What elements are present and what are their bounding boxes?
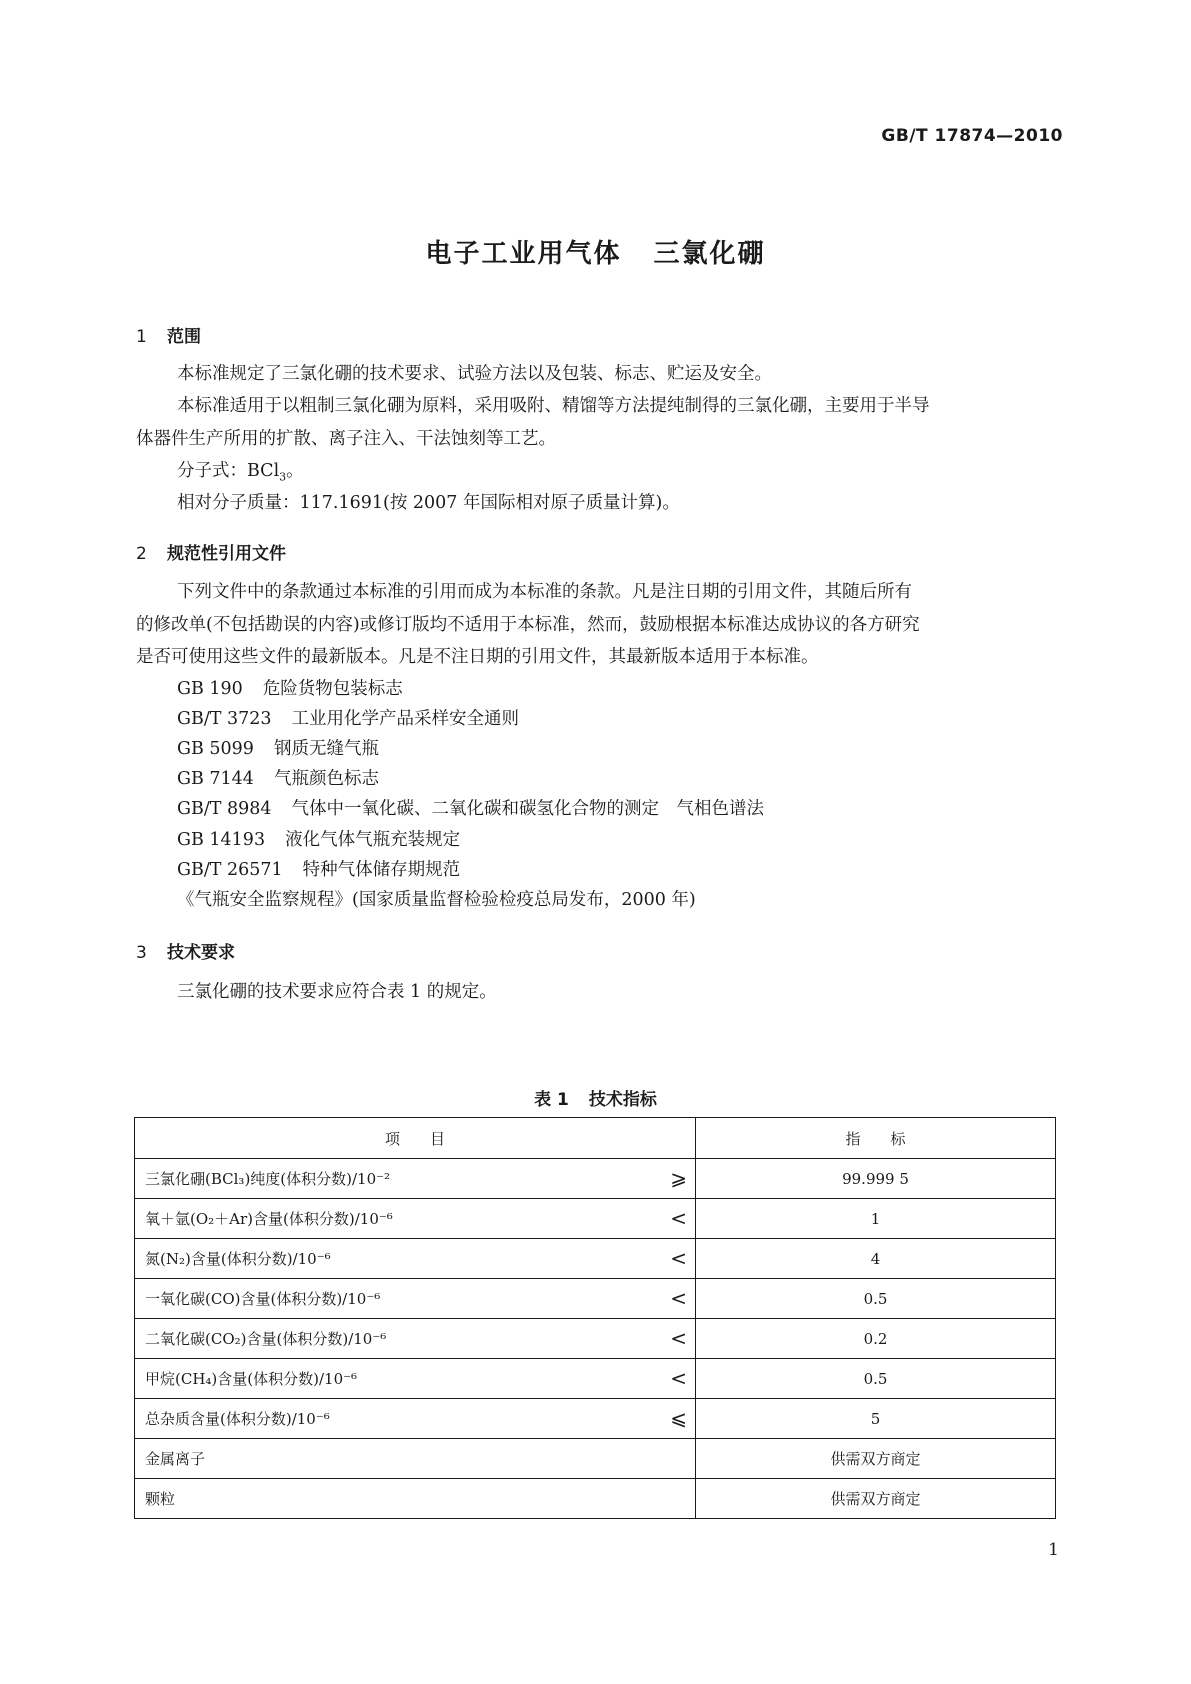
formula-suffix: 。: [286, 461, 304, 481]
paragraph-text: 本标准规定了三氯化硼的技术要求、试验方法以及包装、标志、贮运及安全。: [177, 364, 772, 384]
table-header-row: [135, 1118, 1056, 1159]
paragraph-line: 本标准适用于以粗制三氯化硼为原料，采用吸附、精馏等方法提纯制得的三氯化硼，主要用于半导: [177, 396, 930, 416]
reference-code: GB 5099: [177, 739, 254, 759]
column-header-value: 指 标: [696, 1118, 1056, 1159]
comparison-operator: ⩽: [670, 1406, 687, 1430]
section-2-heading: [136, 539, 286, 564]
comparison-operator: <: [670, 1206, 687, 1230]
reference-title: 液化气体气瓶充装规定: [285, 830, 461, 850]
paragraph-line: 的修改单(不包括勘误的内容)或修订版均不适用于本标准，然而，鼓励根据本标准达成协议的各方研究: [136, 614, 920, 635]
reference-code: GB/T 26571: [177, 860, 283, 880]
value-cell: 4: [696, 1239, 1056, 1279]
item-text: 总杂质含量(体积分数)/10⁻⁶: [145, 1410, 330, 1428]
reference-item: [177, 765, 379, 790]
reference-item: [177, 675, 403, 700]
reference-item: [177, 826, 460, 851]
technical-specs-table: [134, 1117, 1056, 1519]
section-number: 3: [136, 943, 147, 963]
value-cell: 0.5: [696, 1279, 1056, 1319]
table-row: [135, 1439, 1056, 1479]
value-cell: 5: [696, 1399, 1056, 1439]
table-row: [135, 1239, 1056, 1279]
item-text: 颗粒: [145, 1490, 176, 1508]
reference-code: GB 7144: [177, 769, 254, 789]
section-3-paragraph-1: [136, 976, 1056, 1009]
table-row: [135, 1479, 1056, 1519]
table-title: 技术指标: [588, 1090, 657, 1110]
paragraph-text: 三氯化硼的技术要求应符合表 1 的规定。: [177, 982, 497, 1002]
paragraph-line: 下列文件中的条款通过本标准的引用而成为本标准的条款。凡是注日期的引用文件，其随后所有: [177, 582, 912, 602]
reference-code: GB 190: [177, 679, 243, 699]
column-header-item: 项 目: [135, 1118, 696, 1159]
formula-prefix: 分子式：BCl: [177, 461, 280, 481]
reference-code: GB/T 8984: [177, 799, 272, 819]
reference-code: GB 14193: [177, 830, 266, 850]
section-title: 范围: [167, 327, 201, 347]
item-cell: [135, 1319, 696, 1359]
item-text: 甲烷(CH₄)含量(体积分数)/10⁻⁶: [145, 1370, 358, 1388]
table-caption: [0, 1085, 1191, 1110]
section-1-paragraph-1: [136, 358, 1056, 391]
comparison-operator: <: [670, 1366, 687, 1390]
reference-item-regulation: 《气瓶安全监察规程》(国家质量监督检验检疫总局发布，2000 年): [177, 890, 696, 910]
item-cell: [135, 1279, 696, 1319]
section-1-heading: [136, 322, 201, 347]
reference-title: 工业用化学产品采样安全通则: [291, 709, 520, 729]
table-row: [135, 1279, 1056, 1319]
section-title: 技术要求: [167, 943, 235, 963]
section-number: 2: [136, 544, 147, 564]
item-text: 金属离子: [145, 1450, 206, 1468]
comparison-operator: <: [670, 1286, 687, 1310]
paragraph-line: 体器件生产所用的扩散、离子注入、干法蚀刻等工艺。: [136, 428, 556, 449]
paragraph-line: 是否可使用这些文件的最新版本。凡是不注日期的引用文件，其最新版本适用于本标准。: [136, 647, 819, 667]
value-cell: 0.2: [696, 1319, 1056, 1359]
item-text: 氧＋氩(O₂＋Ar)含量(体积分数)/10⁻⁶: [145, 1210, 393, 1228]
reference-title: 气瓶颜色标志: [273, 769, 379, 789]
reference-title: 特种气体储存期规范: [302, 860, 461, 880]
paragraph-text: 相对分子质量：117.1691(按 2007 年国际相对原子质量计算)。: [177, 493, 680, 513]
section-1-molecular-mass: [136, 487, 1056, 520]
item-cell: [135, 1199, 696, 1239]
item-text: 一氧化碳(CO)含量(体积分数)/10⁻⁶: [145, 1290, 381, 1308]
value-cell: 供需双方商定: [696, 1439, 1056, 1479]
item-cell: [135, 1359, 696, 1399]
reference-title: 钢质无缝气瓶: [273, 739, 379, 759]
section-3-heading: [136, 938, 235, 963]
table-number: 表 1: [534, 1090, 569, 1110]
item-text: 氮(N₂)含量(体积分数)/10⁻⁶: [145, 1250, 331, 1268]
value-cell: 0.5: [696, 1359, 1056, 1399]
table-row: [135, 1319, 1056, 1359]
item-text: 二氧化碳(CO₂)含量(体积分数)/10⁻⁶: [145, 1330, 387, 1348]
comparison-operator: ⩾: [670, 1166, 687, 1190]
title-part-2: 三氯化硼: [653, 239, 766, 269]
item-cell: [135, 1159, 696, 1199]
item-cell: [135, 1439, 696, 1479]
reference-item: [177, 856, 460, 881]
standard-code: GB/T 17874—2010: [881, 126, 1063, 146]
page-number: 1: [1048, 1540, 1059, 1560]
section-2-paragraph-1: [136, 576, 1056, 674]
item-cell: [135, 1239, 696, 1279]
title-part-1: 电子工业用气体: [425, 239, 622, 269]
table-row: [135, 1159, 1056, 1199]
table-row: [135, 1199, 1056, 1239]
table-row: [135, 1399, 1056, 1439]
value-cell: 99.999 5: [696, 1159, 1056, 1199]
section-number: 1: [136, 327, 147, 347]
table-row: [135, 1359, 1056, 1399]
reference-item: [177, 795, 764, 820]
value-cell: 1: [696, 1199, 1056, 1239]
item-cell: [135, 1479, 696, 1519]
reference-title: 气体中一氧化碳、二氧化碳和碳氢化合物的测定 气相色谱法: [291, 799, 765, 819]
item-cell: [135, 1399, 696, 1439]
reference-title: 危险货物包装标志: [262, 679, 403, 699]
document-title: [0, 233, 1191, 270]
reference-item: [177, 735, 379, 760]
value-cell: 供需双方商定: [696, 1479, 1056, 1519]
comparison-operator: <: [670, 1246, 687, 1270]
reference-code: GB/T 3723: [177, 709, 272, 729]
comparison-operator: <: [670, 1326, 687, 1350]
item-text: 三氯化硼(BCl₃)纯度(体积分数)/10⁻²: [145, 1170, 391, 1188]
reference-item: [177, 705, 519, 730]
section-title: 规范性引用文件: [167, 544, 286, 564]
formula-subscript: 3: [279, 470, 287, 484]
section-1-paragraph-2: [136, 390, 1056, 455]
